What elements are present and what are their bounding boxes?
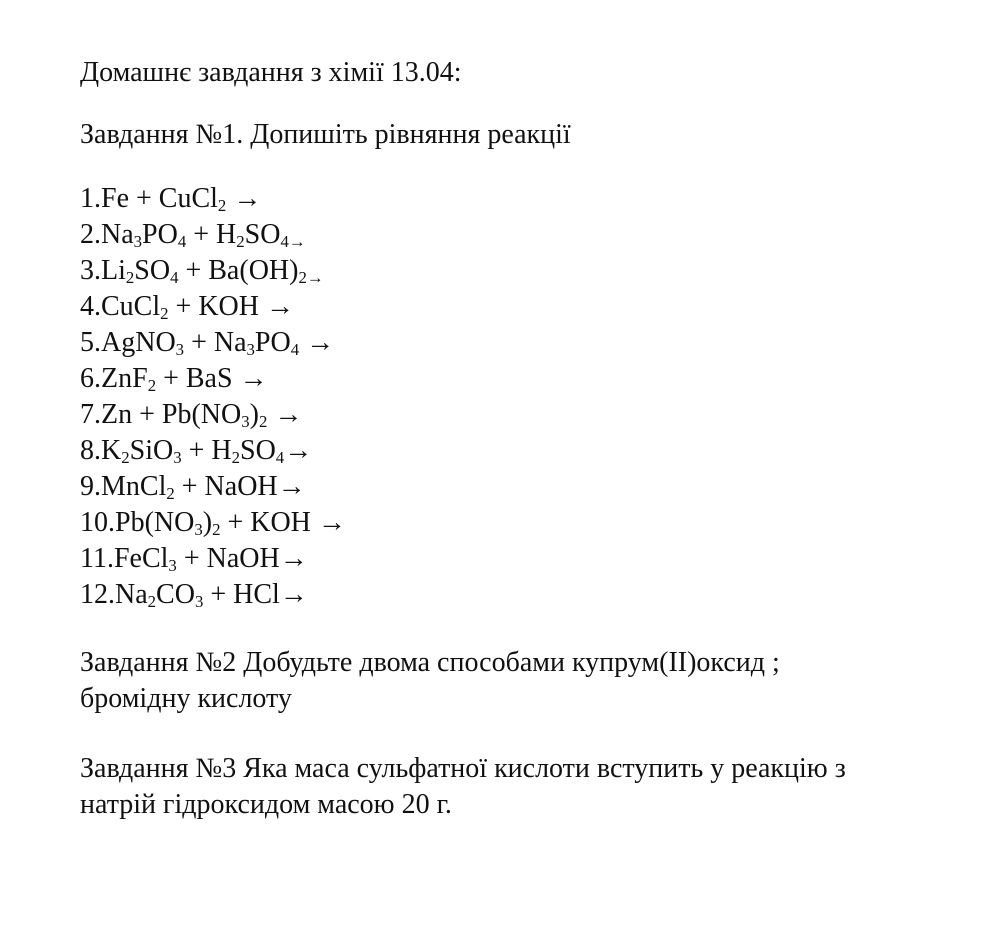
task1-heading: Завдання №1. Допишіть рівняння реакції — [80, 119, 571, 150]
subscript: 2 — [231, 448, 240, 468]
equation-text: SO — [134, 255, 171, 286]
equation-text: SO — [240, 435, 276, 466]
equation-text: 7.Zn + Pb(NO — [80, 399, 242, 430]
subscript: 3 — [133, 232, 143, 252]
equation-text: 10.Pb(NO — [80, 507, 195, 538]
task2-line-1: Завдання №2 Добудьте двома способами купрум(ІІ)оксид ; — [80, 647, 780, 678]
equation-text: + NaOH→ — [176, 543, 308, 574]
equation-text: + KOH → — [168, 291, 294, 322]
subscript: 2 — [236, 232, 245, 252]
document-title: Домашнє завдання з хімії 13.04: — [80, 57, 462, 88]
subscript: 3 — [194, 520, 203, 540]
equation-text: → — [267, 399, 303, 430]
equation-text: 8.K — [80, 435, 122, 466]
subscript: 3 — [194, 592, 204, 612]
subscript: 2 — [125, 268, 135, 288]
equation-text: + HCl→ — [203, 579, 308, 610]
subscript: 3 — [241, 412, 250, 432]
subscript: 4 — [170, 268, 179, 288]
reaction-list — [80, 181, 970, 613]
task3-line-2: натрій гідроксидом масою 20 г. — [80, 789, 452, 820]
equation-text: → — [284, 435, 313, 466]
task2-block — [80, 645, 970, 717]
equation-text: + Ba(OH) — [178, 255, 299, 286]
equation-text: 9.MnCl — [80, 471, 167, 502]
equation-text: + NaOH→ — [174, 471, 306, 502]
equation-5 — [80, 325, 970, 361]
equation-text: + BaS → — [156, 363, 268, 394]
equation-text: ) — [202, 507, 213, 538]
equation-12 — [80, 577, 970, 613]
equation-text: SiO — [129, 435, 174, 466]
task2-line-2: бромідну кислоту — [80, 683, 292, 714]
subscript: 2 — [258, 412, 268, 432]
equation-6 — [80, 361, 970, 397]
subscript: 3 — [246, 340, 255, 360]
equation-8 — [80, 433, 970, 469]
subscript: 2 — [160, 304, 169, 324]
equation-1 — [80, 181, 970, 217]
subscript: 2 — [212, 520, 221, 540]
subscript: 4 — [275, 448, 285, 468]
equation-text: + Na — [184, 327, 247, 358]
equation-text: → — [226, 183, 262, 214]
subscript: 2→ — [298, 268, 324, 288]
subscript: 3 — [175, 340, 185, 360]
equation-text: 5.AgNO — [80, 327, 176, 358]
equation-text: 2.Na — [80, 219, 134, 250]
subscript: 3 — [173, 448, 182, 468]
equation-text: CO — [156, 579, 195, 610]
task3-line-1: Завдання №3 Яка маса сульфатної кислоти вступить у реакцію з — [80, 753, 846, 784]
equation-10 — [80, 505, 970, 541]
equation-2 — [80, 217, 970, 253]
equation-text: PO — [254, 327, 291, 358]
equation-text: ) — [249, 399, 259, 430]
subscript: 2 — [121, 448, 130, 468]
equation-text: + H — [181, 435, 232, 466]
equation-text: 4.CuCl — [80, 291, 161, 322]
equation-text: PO — [142, 219, 178, 250]
equation-3 — [80, 253, 970, 289]
equation-text: → — [299, 327, 335, 358]
subscript: 4 — [290, 340, 300, 360]
subscript: 2 — [166, 484, 175, 504]
subscript: 3 — [168, 556, 177, 576]
subscript: 2 — [147, 376, 157, 396]
equation-4 — [80, 289, 970, 325]
equation-text: 12.Na — [80, 579, 148, 610]
subscript: 4 — [177, 232, 187, 252]
equation-text: 11.FeCl — [80, 543, 169, 574]
subscript: 2 — [217, 196, 227, 216]
subscript: 2 — [147, 592, 157, 612]
task3-block — [80, 751, 970, 823]
document-page — [80, 55, 970, 823]
equation-text: + KOH → — [220, 507, 346, 538]
equation-text: SO — [244, 219, 281, 250]
equation-7 — [80, 397, 970, 433]
equation-text: 1.Fe + CuCl — [80, 183, 218, 214]
equation-text: + H — [186, 219, 237, 250]
equation-text: 6.ZnF — [80, 363, 148, 394]
subscript: 4→ — [280, 232, 306, 252]
equation-9 — [80, 469, 970, 505]
equation-text: 3.Li — [80, 255, 126, 286]
equation-11 — [80, 541, 970, 577]
